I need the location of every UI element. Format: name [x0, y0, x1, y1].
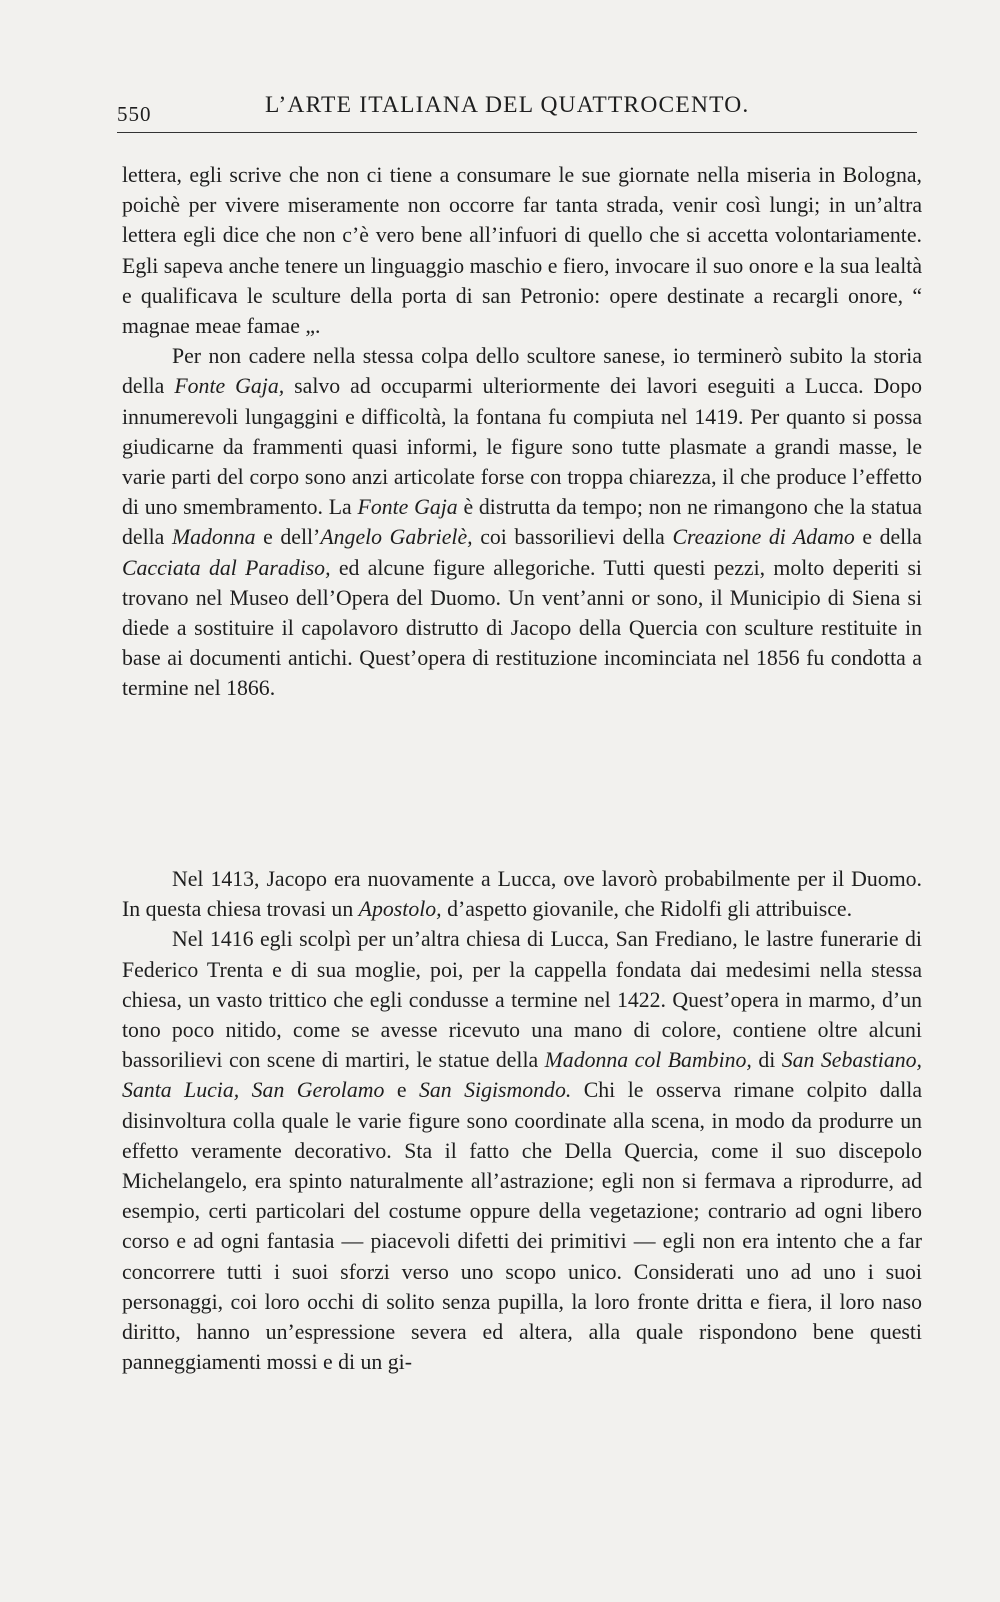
italic-title: San Sigismondo. — [418, 1078, 572, 1103]
page-number: 550 — [117, 102, 152, 126]
italic-title: San Sebastiano, Santa Lucia, San Gerolamo — [122, 1048, 922, 1103]
italic-title: Apostolo, — [358, 897, 442, 922]
running-title: L’ARTE ITALIANA DEL QUATTROCENTO. — [265, 92, 750, 118]
text-block-upper — [122, 160, 922, 704]
italic-title: Fonte Gaja, — [174, 374, 285, 399]
italic-title: Madonna col Bambino, — [544, 1048, 752, 1073]
italic-title: Cacciata dal Paradiso, — [122, 555, 331, 580]
paragraph-2: Per non cadere nella stessa colpa dello scultore sanese, io terminerò subito la storia della Fonte Gaja, salvo ad occuparmi ulteriormente dei lavori eseguiti a Lucca. Dopo innumerevoli lungaggini e difficoltà, la fontana fu compiuta nel 1419. Per quanto si possa giudicarne da frammenti quasi informi, le figure sono tutte plasmate a grandi masse, le varie parti del corpo sono anzi articolate forse con troppa chiarezza, il che produce l’effetto di uno smembramento. La Fonte Gaja è distrutta da tempo; non ne rimangono che la statua della Madonna e dell’Angelo Gabrielè, coi bassorilievi della Creazione di Adamo e della Cacciata dal Paradiso, ed alcune figure allegoriche. Tutti questi pezzi, molto deperiti si trovano nel Museo dell’Opera del Duomo. Un vent’anni or sono, il Municipio di Siena si diede a sostituire il capolavoro distrutto di Jacopo della Quercia con sculture restituite in base ai documenti antichi. Quest’opera di restituzione incominciata nel 1856 fu condotta a termine nel 1866. — [122, 344, 923, 701]
text-block-lower — [122, 864, 922, 1377]
header-rule — [117, 132, 917, 133]
italic-title: Madonna — [171, 525, 256, 550]
paragraph-1: lettera, egli scrive che non ci tiene a consumare le sue giornate nella miseria in Bologna, poichè per vivere miseramente non occorre far tanta strada, venir così lungi; in un’altra lettera egli dice che non c’è vero bene all’infuori di quello che si accetta volontariamente. Egli sapeva anche tenere un linguaggio maschio e fiero, invocare il suo onore e la sua lealtà e qualificava le sculture della porta di san Petronio: opere destinate a recargli onore, “ magnae meae famae „. — [122, 163, 922, 339]
paragraph-4: Nel 1416 egli scolpì per un’altra chiesa di Lucca, San Frediano, le lastre funerarie di Federico Trenta e di sua moglie, poi, per la cappella fondata dai medesimi nella stessa chiesa, un vasto trittico che egli condusse a termine nel 1422. Quest’opera in marmo, d’un tono poco nitido, come se avesse ricevuto una mano di colore, contiene oltre alcuni bassorilievi con scene di martiri, le statue della Madonna col Bambino, di San Sebastiano, Santa Lucia, San Gerolamo e San Sigismondo. Chi le osserva rimane colpito dalla disinvoltura colla quale le varie figure sono coordinate alla scena, in modo da produrre un effetto veramente decorativo. Sta il fatto che Della Quercia, come il suo discepolo Michelangelo, era spinto naturalmente all’astrazione; egli non si fermava a riprodurre, ad esempio, certi particolari del costume oppure della vegetazione; contrario ad ogni libero corso e ad ogni fantasia — piacevoli difetti dei primitivi — egli non era intento che a far concorrere tutti i suoi sforzi verso uno scopo unico. Considerati uno ad uno i suoi personaggi, coi loro occhi di solito senza pupilla, la loro fronte dritta e fiera, il loro naso diritto, hanno un’espressione severa ed altera, alla quale rispondono bene questi panneggiamenti mossi e di un gi- — [122, 927, 923, 1375]
paragraph-3: Nel 1413, Jacopo era nuovamente a Lucca, ove lavorò probabilmente per il Duomo. In questa chiesa trovasi un Apostolo, d’aspetto giovanile, che Ridolfi gli attribuisce. — [122, 867, 922, 922]
italic-title: Creazione di Adamo — [672, 525, 855, 550]
italic-title: Angelo Gabrielè, — [320, 525, 473, 550]
italic-title: Fonte Gaja — [357, 495, 458, 520]
page-header — [117, 88, 917, 128]
